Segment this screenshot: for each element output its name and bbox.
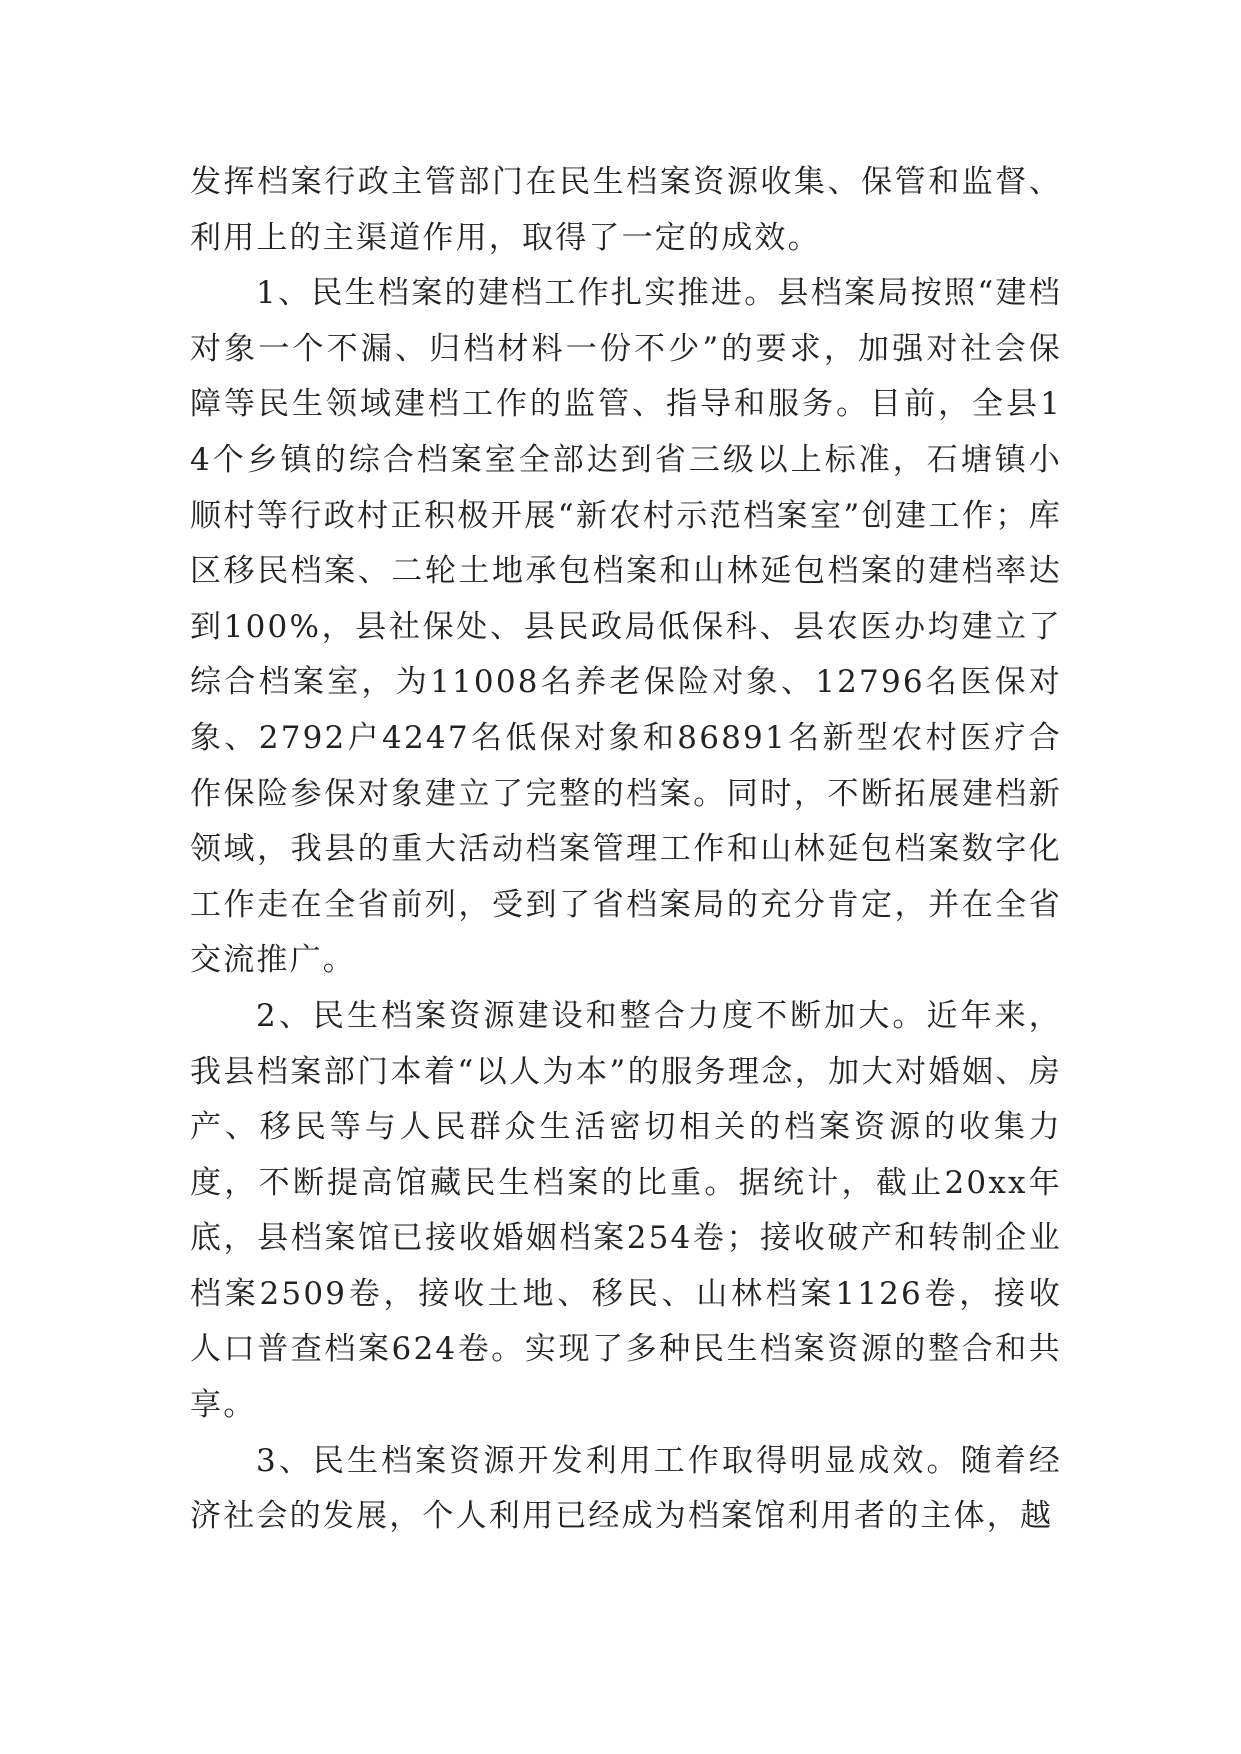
paragraph-continuation: 发挥档案行政主管部门在民生档案资源收集、保管和监督、利用上的主渠道作用，取得了一定的成效。 [190, 164, 1062, 256]
paragraph-archive-building: 1、民生档案的建档工作扎实推进。县档案局按照“建档对象一个不漏、归档材料一份不少”的要求，加强对社会保障等民生领域建档工作的监管、指导和服务。目前，全县14个乡镇的综合档案室全部达到省三级以上标准，石塘镇小顺村等行政村正积极开展“新农村示范档案室”创建工作；库区移民档案、二轮土地承包档案和山林延包档案的建档率达到100%，县社保处、县民政局低保科、县农医办均建立了综合档案室，为11008名养老保险对象、12796名医保对象、2792户4247名低保对象和86891名新型农村医疗合作保险参保对象建立了完整的档案。同时，不断拓展建档新领域，我县的重大活动档案管理工作和山林延包档案数字化工作走在全省前列，受到了省档案局的充分肯定，并在全省交流推广。 [190, 275, 1062, 979]
paragraph-resource-utilization: 3、民生档案资源开发利用工作取得明显成效。随着经济社会的发展，个人利用已经成为档案馆利用者的主体，越 [190, 1442, 1062, 1535]
paragraph-resource-integration: 2、民生档案资源建设和整合力度不断加大。近年来，我县档案部门本着“以人为本”的服务理念，加大对婚姻、房产、移民等与人民群众生活密切相关的档案资源的收集力度，不断提高馆藏民生档案的比重。据统计，截止20xx年底，县档案馆已接收婚姻档案254卷；接收破产和转制企业档案2509卷，接收土地、移民、山林档案1126卷，接收人口普查档案624卷。实现了多种民生档案资源的整合和共享。 [190, 997, 1062, 1424]
document-body [190, 155, 1062, 1545]
